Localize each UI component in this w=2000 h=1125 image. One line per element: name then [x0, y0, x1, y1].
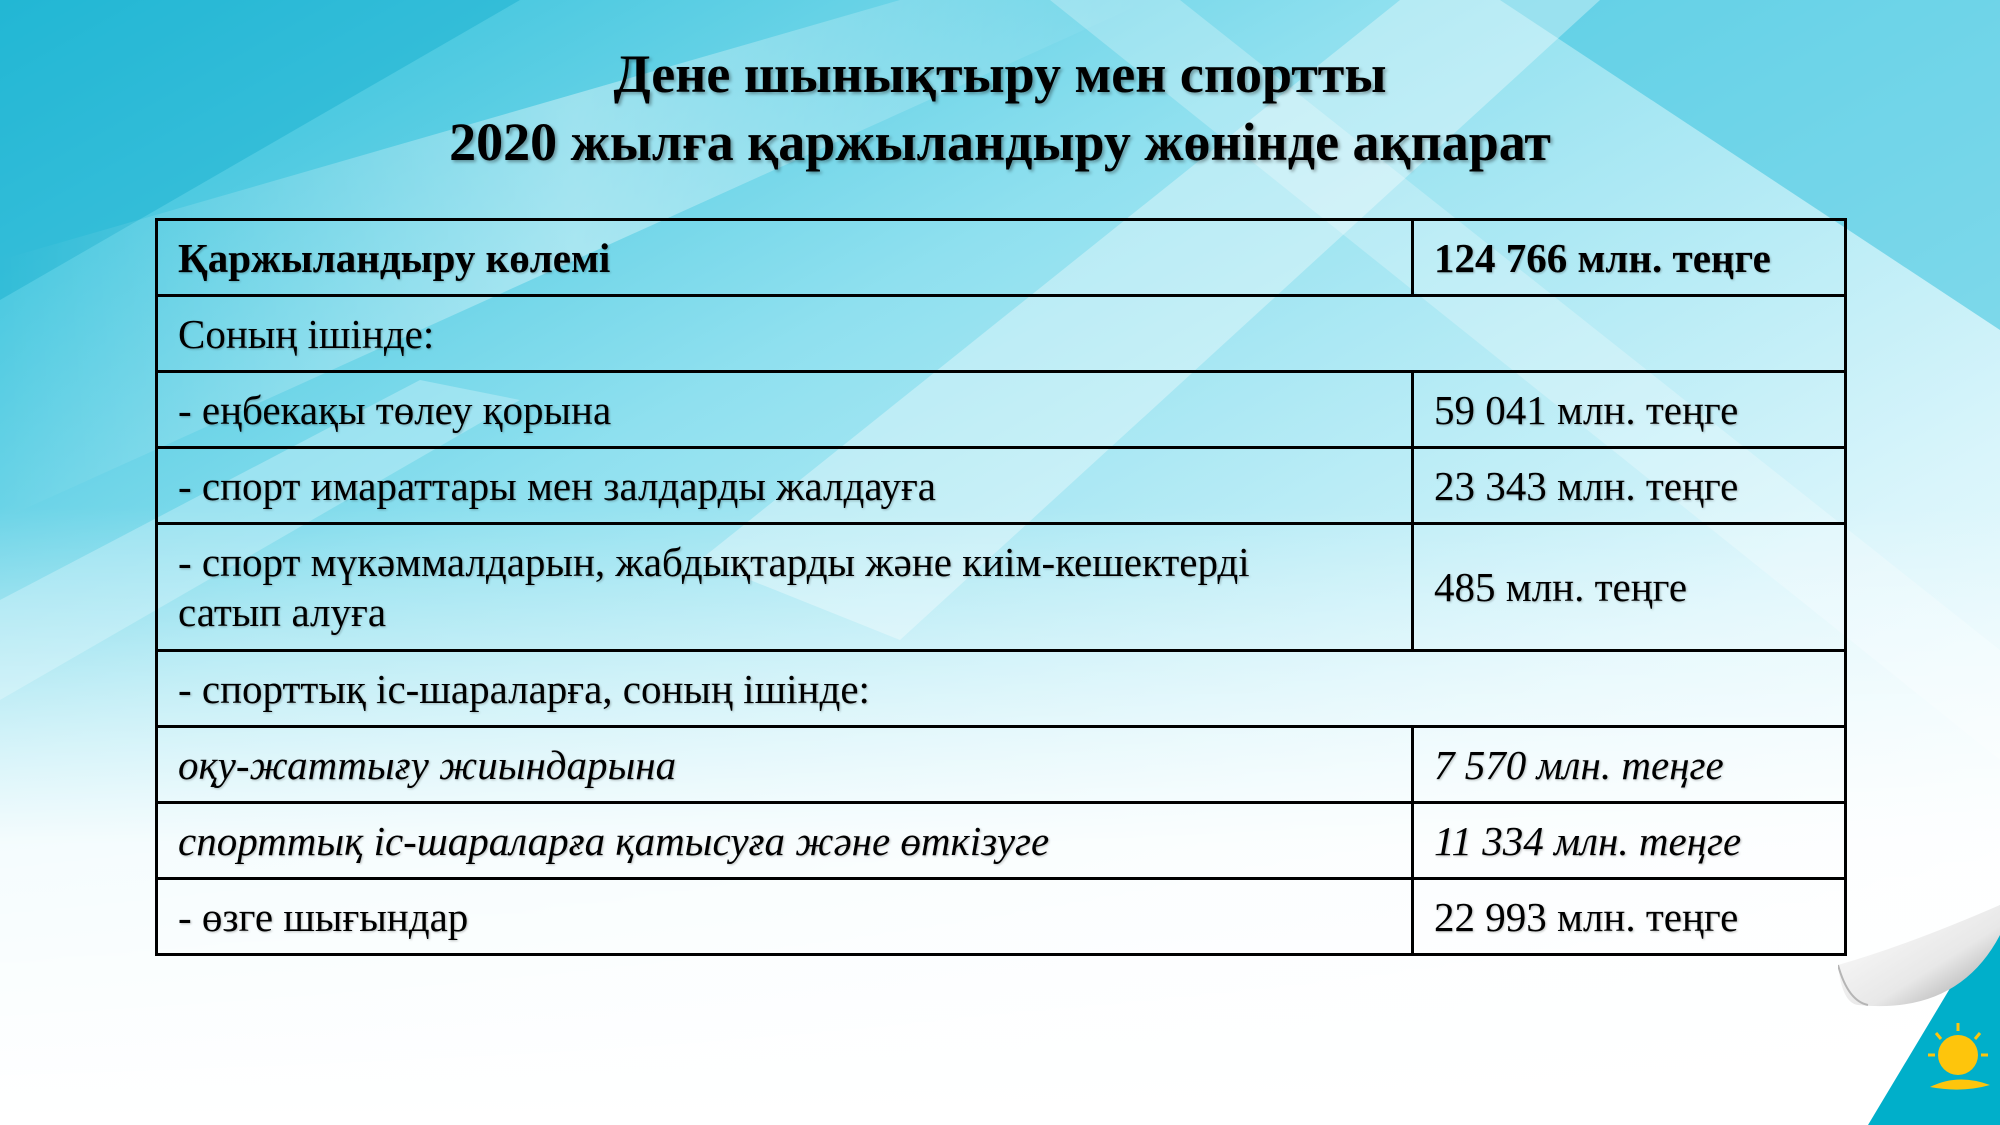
row-label: оқу-жаттығу жиындарына: [157, 727, 1413, 803]
kazakhstan-flag-page-curl-icon: [1838, 905, 2000, 1125]
table-row: [157, 372, 1846, 448]
row-value: 22 993 млн. теңге: [1413, 879, 1846, 955]
table-row: [157, 448, 1846, 524]
row-value: 485 млн. теңге: [1413, 524, 1846, 651]
title-line-2: 2020 жылға қаржыландыру жөнінде ақпарат: [449, 112, 1551, 172]
row-label: спорттық іс-шараларға қатысуға және өткізуге: [157, 803, 1413, 879]
bottom-strip: [0, 1112, 2000, 1125]
table-row: [157, 879, 1846, 955]
table-row: [157, 803, 1846, 879]
row-label: - спорт имараттары мен залдарды жалдауға: [157, 448, 1413, 524]
row-value: 59 041 млн. теңге: [1413, 372, 1846, 448]
row-value: 23 343 млн. теңге: [1413, 448, 1846, 524]
row-label: Қаржыландыру көлемі: [157, 220, 1413, 296]
table-row: [157, 220, 1846, 296]
table-row: [157, 524, 1846, 651]
row-label-line-1: - спорт мүкәммалдарын, жабдықтарды және киім-кешектерді: [178, 539, 1250, 585]
funding-table: [155, 218, 1847, 956]
row-label: Соның ішінде:: [157, 296, 1846, 372]
title-line-1: Дене шынықтыру мен спортты: [613, 44, 1387, 104]
row-label-multiline: [157, 524, 1413, 651]
row-label-line-2: сатып алуға: [178, 589, 387, 635]
row-value: 124 766 млн. теңге: [1413, 220, 1846, 296]
row-label: - еңбекақы төлеу қорына: [157, 372, 1413, 448]
slide-title: [0, 40, 2000, 176]
row-label: - спорттық іс-шараларға, соның ішінде:: [157, 651, 1846, 727]
row-value: 11 334 млн. теңге: [1413, 803, 1846, 879]
row-label: - өзге шығындар: [157, 879, 1413, 955]
table-row: [157, 296, 1846, 372]
table-row: [157, 651, 1846, 727]
table-row: [157, 727, 1846, 803]
row-value: 7 570 млн. теңге: [1413, 727, 1846, 803]
